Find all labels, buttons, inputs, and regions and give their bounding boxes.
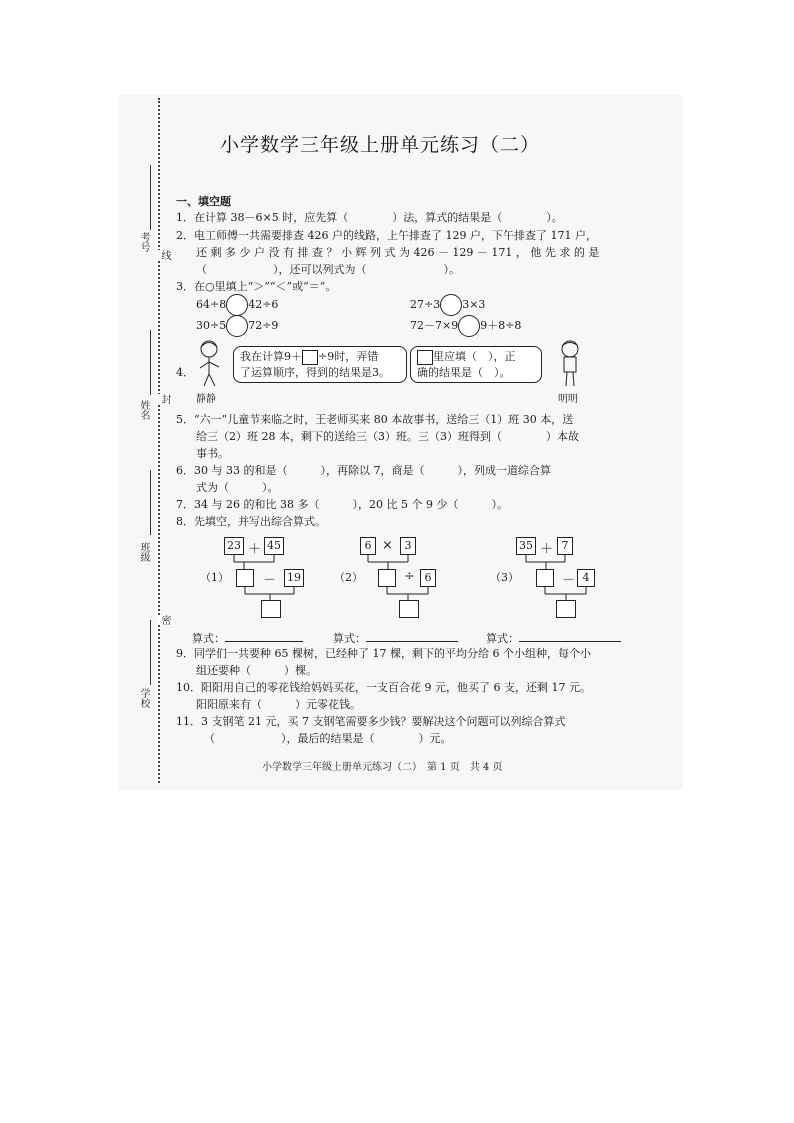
formula-1-label: 算式： [192, 632, 225, 645]
tree2-box-c: 6 [420, 569, 436, 587]
question-1: 1．在计算 38－6×5 时，应先算（ ）法，算式的结果是（ ）。 [176, 211, 563, 224]
seal-char-mi: 密 [159, 615, 170, 625]
tree3-op2: － [562, 573, 576, 588]
tree1-connector-top [224, 555, 284, 569]
formula-3-blank[interactable] [519, 630, 621, 642]
formula-2 [333, 630, 458, 645]
boy-name: 明明 [558, 394, 578, 405]
tree3-answer-box-1[interactable] [536, 569, 554, 587]
exam-no-line [150, 165, 151, 230]
bubble-boy-text-a: 里应填（ ），正 [433, 350, 516, 363]
tree1-box-c: 19 [284, 569, 304, 587]
tree1-op2: － [263, 573, 277, 588]
class-line [150, 470, 151, 535]
compare-a-left: 64÷8 [196, 298, 227, 311]
tree3-connector-bottom [536, 587, 596, 601]
tree2-op2: ÷ [404, 569, 415, 584]
compare-d-left: 72－7×9 [410, 319, 459, 332]
tree2-box-a: 6 [360, 537, 376, 555]
question-6-line-2: 式为（ ）。 [196, 481, 279, 494]
question-7: 7．34 与 26 的和比 38 多（ ），20 比 5 个 9 少（ ）。 [176, 498, 508, 511]
question-2-line-2: 还 剩 多 少 户 没 有 排 查 ？ 小 辉 列 式 为 426 － 129 － 171 ， 他 先 求 的 是 [196, 246, 600, 259]
speech-bubble-boy [410, 346, 542, 383]
name-line [150, 330, 151, 395]
compare-d-right: 9＋8÷8 [480, 319, 522, 332]
question-6-line-1: 6．30 与 33 的和是（ ），再除以 7，商是（ ），列成一道综合算 [176, 464, 551, 477]
bubble-boy-box[interactable] [417, 350, 433, 365]
question-11-line-2: （ ），最后的结果是（ ）元。 [204, 732, 452, 745]
tree2-connector-top [360, 555, 416, 569]
school-label: 学校 [138, 688, 149, 708]
tree3-box-b: 7 [557, 537, 573, 555]
tree1-answer-box-2[interactable] [261, 600, 281, 618]
compare-c-right: 72÷9 [248, 319, 279, 332]
bubble-girl-text-a: 我在计算9＋ [240, 350, 302, 363]
tree2-label: （2） [334, 571, 363, 584]
question-2-line-3: （ ），还可以列式为（ ）。 [196, 263, 460, 276]
tree1-connector-bottom [236, 587, 304, 601]
tree2-op1: × [382, 538, 393, 553]
compare-c [196, 315, 278, 337]
question-5-line-2: 给三（2）班 28 本，剩下的送给三（3）班。三（3）班得到（ ）本故 [196, 430, 579, 443]
exam-no-label: 考号 [138, 232, 149, 252]
compare-a-circle[interactable] [226, 294, 248, 316]
question-8-intro: 8．先填空，并写出综合算式。 [176, 515, 326, 528]
compare-a [196, 294, 278, 316]
question-10-line-1: 10．阳阳用自己的零花钱给妈妈买花，一支百合花 9 元，他买了 6 支，还剩 17 元。 [176, 681, 591, 694]
compare-b [410, 294, 485, 316]
bubble-girl-text-c: 了运算顺序，得到的结果是3。 [240, 365, 390, 379]
question-5-line-1: 5．“六一”儿童节来临之时，王老师买来 80 本故事书，送给三（1）班 30 本，送 [176, 413, 574, 426]
question-2-line-1: 2．电工师傅一共需要排查 426 户的线路，上午排查了 129 户，下午排查了 171 户， [176, 229, 597, 242]
formula-1 [192, 630, 303, 645]
compare-a-right: 42÷6 [248, 298, 279, 311]
tree2-answer-box-2[interactable] [399, 600, 419, 618]
bubble-girl-text-b: ÷9时，弄错 [318, 350, 379, 363]
girl-name: 静静 [196, 394, 216, 405]
tree3-op1: ＋ [540, 542, 554, 557]
tree3-label: （3） [490, 571, 519, 584]
compare-d [410, 315, 521, 337]
formula-3-label: 算式： [486, 632, 519, 645]
compare-b-left: 27÷3 [410, 298, 441, 311]
seal-char-feng: 封 [159, 394, 170, 404]
tree1-box-b: 45 [264, 537, 284, 555]
compare-b-circle[interactable] [440, 294, 462, 316]
compare-c-circle[interactable] [226, 315, 248, 337]
tree2-box-b: 3 [400, 537, 416, 555]
formula-1-blank[interactable] [225, 630, 303, 642]
tree3-box-a: 35 [516, 537, 536, 555]
question-9-line-1: 9．同学们一共要种 65 棵树，已经种了 17 棵，剩下的平均分给 6 个小组种，每个小 [176, 647, 591, 660]
section-heading: 一、填空题 [176, 195, 231, 208]
girl-figure-icon [194, 338, 224, 390]
question-10-line-2: 阳阳原来有（ ）元零花钱。 [196, 698, 361, 711]
tree1-label: （1） [200, 571, 229, 584]
seal-char-line: 线 [159, 250, 170, 260]
class-label: 班级 [138, 542, 149, 562]
tree1-op1: ＋ [248, 542, 262, 557]
question-3-intro: 3．在○里填上“＞”“＜”或“＝”。 [176, 280, 337, 293]
formula-2-blank[interactable] [366, 630, 458, 642]
formula-2-label: 算式： [333, 632, 366, 645]
bubble-boy-text-b: 确的结果是（ ）。 [417, 365, 511, 379]
question-11-line-1: 11．3 支钢笔 21 元，买 7 支钢笔需要多少钱？要解决这个问题可以列综合算式 [176, 715, 566, 728]
page-title: 小学数学三年级上册单元练习（二） [220, 134, 541, 156]
name-label: 姓名 [138, 400, 149, 420]
question-5-line-3: 事书。 [196, 447, 229, 460]
compare-d-circle[interactable] [458, 315, 480, 337]
tree1-box-a: 23 [224, 537, 244, 555]
tree1-answer-box-1[interactable] [236, 569, 254, 587]
formula-3 [486, 630, 621, 645]
boy-figure-icon [555, 338, 585, 390]
tree2-answer-box-1[interactable] [378, 569, 396, 587]
tree3-answer-box-2[interactable] [556, 600, 576, 618]
tree2-connector-bottom [378, 587, 436, 601]
seal-dotted-line [158, 98, 160, 783]
tree3-box-c: 4 [577, 569, 595, 587]
school-line [150, 620, 151, 685]
question-9-line-2: 组还要种（ ）棵。 [196, 664, 317, 677]
bubble-girl-box[interactable] [302, 350, 318, 365]
question-4-number: 4． [176, 366, 194, 379]
speech-bubble-girl [233, 346, 407, 383]
page-footer: 小学数学三年级上册单元练习（二） 第 1 页 共 4 页 [262, 762, 503, 773]
compare-b-right: 3×3 [462, 298, 486, 311]
tree3-connector-top [516, 555, 574, 569]
compare-c-left: 30÷5 [196, 319, 227, 332]
